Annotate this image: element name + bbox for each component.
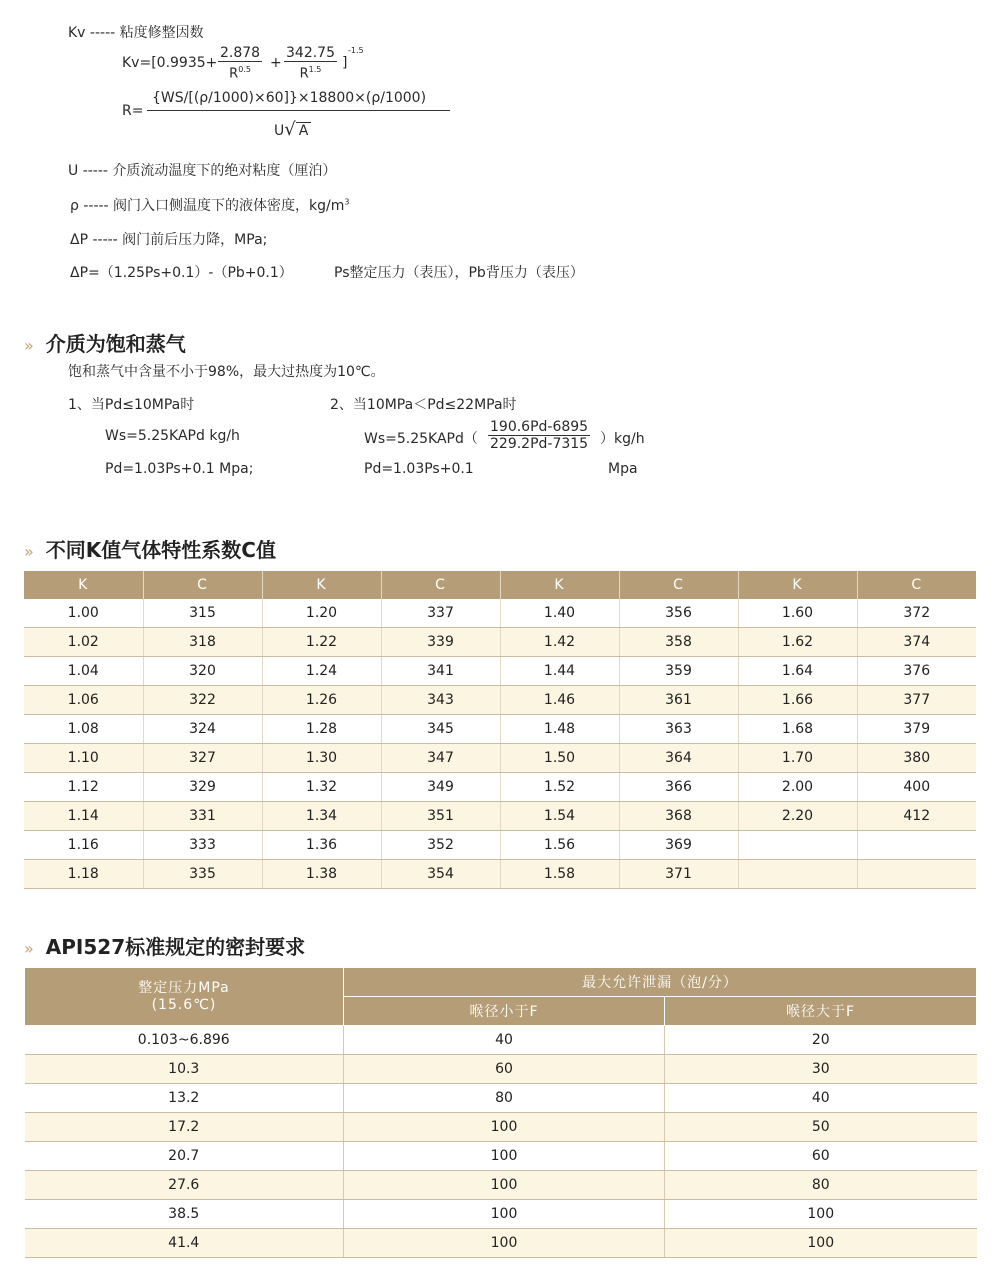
kc-table <box>24 571 976 889</box>
c-value-cell: 347 <box>381 744 500 773</box>
pressure-cell: 17.2 <box>25 1113 344 1142</box>
k-value-cell: 1.40 <box>500 599 619 628</box>
table-row <box>24 860 976 889</box>
c-value-cell: 380 <box>857 744 976 773</box>
c-value-cell: 377 <box>857 686 976 715</box>
kc-header-c: C <box>857 571 976 599</box>
k-value-cell: 1.22 <box>262 628 381 657</box>
table-row <box>24 715 976 744</box>
table-row <box>25 1142 977 1171</box>
k-value-cell: 1.48 <box>500 715 619 744</box>
k-value-cell: 1.06 <box>24 686 143 715</box>
kv-close-bracket: ] <box>342 55 348 71</box>
kc-header-k: K <box>500 571 619 599</box>
k-value-cell: 1.50 <box>500 744 619 773</box>
leak-small-cell: 40 <box>344 1026 665 1055</box>
table-row <box>25 1055 977 1084</box>
steam-note: 饱和蒸气中含量不小于98%，最大过热度为10℃。 <box>68 364 385 380</box>
leak-large-cell: 80 <box>665 1171 977 1200</box>
pressure-cell: 27.6 <box>25 1171 344 1200</box>
table-row <box>25 1200 977 1229</box>
kc-header-k: K <box>738 571 857 599</box>
c-value-cell: 371 <box>619 860 738 889</box>
case2-pd: Pd=1.03Ps+0.1 <box>364 461 474 477</box>
k-value-cell: 1.34 <box>262 802 381 831</box>
leak-large-cell: 60 <box>665 1142 977 1171</box>
c-value-cell: 363 <box>619 715 738 744</box>
table-row <box>24 744 976 773</box>
c-value-cell <box>857 831 976 860</box>
chevron-icon: » <box>24 542 34 561</box>
kv-plus: + <box>270 55 282 71</box>
c-value-cell: 412 <box>857 802 976 831</box>
k-value-cell: 1.64 <box>738 657 857 686</box>
table-row <box>25 1229 977 1258</box>
api-header-throat-small: 喉径小于F <box>344 997 665 1026</box>
table-row <box>25 1113 977 1142</box>
leak-small-cell: 100 <box>344 1142 665 1171</box>
c-value-cell: 349 <box>381 773 500 802</box>
chevron-icon: » <box>24 939 34 958</box>
k-value-cell: 1.04 <box>24 657 143 686</box>
steam-heading: » 介质为饱和蒸气 <box>24 332 186 356</box>
leak-large-cell: 50 <box>665 1113 977 1142</box>
k-value-cell: 1.36 <box>262 831 381 860</box>
api-heading: » API527标准规定的密封要求 <box>24 935 306 959</box>
pressure-cell: 13.2 <box>25 1084 344 1113</box>
table-row <box>24 831 976 860</box>
c-value-cell: 366 <box>619 773 738 802</box>
pressure-cell: 20.7 <box>25 1142 344 1171</box>
c-value-cell: 379 <box>857 715 976 744</box>
leak-small-cell: 100 <box>344 1171 665 1200</box>
k-value-cell: 1.68 <box>738 715 857 744</box>
k-value-cell: 1.00 <box>24 599 143 628</box>
k-value-cell: 2.20 <box>738 802 857 831</box>
kc-header-k: K <box>24 571 143 599</box>
api-table <box>24 967 977 1258</box>
k-value-cell: 1.38 <box>262 860 381 889</box>
k-value-cell <box>738 831 857 860</box>
kv-exponent: -1.5 <box>348 46 364 55</box>
c-value-cell: 400 <box>857 773 976 802</box>
case1-ws: Ws=5.25KAPd kg/h <box>105 428 240 444</box>
case2-denominator: 229.2Pd-7315 <box>490 436 589 452</box>
api-header-row <box>25 968 977 997</box>
kv-fraction-1-denominator: $R^{0.5}$ <box>218 61 262 82</box>
kv-formula-prefix: Kv=[0.9935+ <box>122 55 218 71</box>
leak-large-cell: 100 <box>665 1200 977 1229</box>
case1-title: 1、当Pd≤10MPa时 <box>68 397 195 413</box>
k-value-cell: 1.52 <box>500 773 619 802</box>
kc-header-c: C <box>143 571 262 599</box>
dp-formula: ΔP=（1.25Ps+0.1）-（Pb+0.1） <box>70 265 293 281</box>
api-header-throat-large: 喉径大于F <box>665 997 977 1026</box>
kv-fraction-1 <box>218 45 262 82</box>
rho-definition: ρ ----- 阀门入口侧温度下的液体密度，$kg/m^3$ <box>70 197 350 214</box>
table-row <box>25 1026 977 1055</box>
table-row <box>24 657 976 686</box>
k-value-cell: 1.58 <box>500 860 619 889</box>
leak-large-cell: 20 <box>665 1026 977 1055</box>
leak-large-cell: 40 <box>665 1084 977 1113</box>
k-value-cell: 1.02 <box>24 628 143 657</box>
table-row <box>24 773 976 802</box>
case2-ws-suffix: ）kg/h <box>600 431 645 447</box>
c-value-cell: 359 <box>619 657 738 686</box>
k-value-cell: 1.12 <box>24 773 143 802</box>
c-value-cell: 339 <box>381 628 500 657</box>
k-value-cell: 1.10 <box>24 744 143 773</box>
c-value-cell: 369 <box>619 831 738 860</box>
k-value-cell: 1.46 <box>500 686 619 715</box>
c-value-cell: 324 <box>143 715 262 744</box>
pressure-cell: 38.5 <box>25 1200 344 1229</box>
k-value-cell: 1.32 <box>262 773 381 802</box>
k-value-cell: 1.28 <box>262 715 381 744</box>
c-value-cell <box>857 860 976 889</box>
table-row <box>24 628 976 657</box>
c-value-cell: 329 <box>143 773 262 802</box>
k-value-cell: 1.70 <box>738 744 857 773</box>
leak-small-cell: 60 <box>344 1055 665 1084</box>
c-value-cell: 372 <box>857 599 976 628</box>
kc-header-row <box>24 571 976 599</box>
api-header-leakage: 最大允许泄漏（泡/分） <box>344 968 977 997</box>
k-value-cell: 1.26 <box>262 686 381 715</box>
leak-small-cell: 100 <box>344 1200 665 1229</box>
dp-note: Ps整定压力（表压），Pb背压力（表压） <box>334 265 584 281</box>
c-value-cell: 374 <box>857 628 976 657</box>
c-value-cell: 358 <box>619 628 738 657</box>
k-value-cell: 1.56 <box>500 831 619 860</box>
pressure-cell: 41.4 <box>25 1229 344 1258</box>
u-definition: U ----- 介质流动温度下的绝对粘度（厘泊） <box>68 163 337 179</box>
k-value-cell: 1.18 <box>24 860 143 889</box>
leak-small-cell: 100 <box>344 1229 665 1258</box>
kc-header-c: C <box>619 571 738 599</box>
case2-numerator: 190.6Pd-6895 <box>490 419 589 435</box>
c-value-cell: 356 <box>619 599 738 628</box>
k-value-cell: 1.30 <box>262 744 381 773</box>
table-row <box>24 802 976 831</box>
k-value-cell: 1.54 <box>500 802 619 831</box>
leak-small-cell: 80 <box>344 1084 665 1113</box>
c-value-cell: 327 <box>143 744 262 773</box>
table-row <box>24 686 976 715</box>
k-value-cell: 1.60 <box>738 599 857 628</box>
c-value-cell: 343 <box>381 686 500 715</box>
leak-large-cell: 30 <box>665 1055 977 1084</box>
kc-header-k: K <box>262 571 381 599</box>
pressure-cell: 0.103~6.896 <box>25 1026 344 1055</box>
k-value-cell: 2.00 <box>738 773 857 802</box>
k-value-cell: 1.62 <box>738 628 857 657</box>
c-value-cell: 315 <box>143 599 262 628</box>
r-denominator: U√ A <box>274 119 311 140</box>
c-value-cell: 354 <box>381 860 500 889</box>
case2-title: 2、当10MPa＜Pd≤22MPa时 <box>330 397 517 413</box>
kv-definition: Kv ----- 粘度修整因数 <box>68 25 204 41</box>
kv-fraction-2 <box>284 45 337 82</box>
k-value-cell: 1.08 <box>24 715 143 744</box>
kv-fraction-1-numerator: 2.878 <box>220 45 261 61</box>
kv-fraction-2-numerator: 342.75 <box>286 45 335 61</box>
c-value-cell: 345 <box>381 715 500 744</box>
case2-unit: Mpa <box>608 461 638 477</box>
k-value-cell: 1.14 <box>24 802 143 831</box>
c-value-cell: 368 <box>619 802 738 831</box>
c-value-cell: 331 <box>143 802 262 831</box>
c-value-cell: 364 <box>619 744 738 773</box>
pressure-cell: 10.3 <box>25 1055 344 1084</box>
c-value-cell: 335 <box>143 860 262 889</box>
case2-fraction <box>488 419 590 452</box>
k-value-cell: 1.42 <box>500 628 619 657</box>
leak-small-cell: 100 <box>344 1113 665 1142</box>
k-value-cell: 1.44 <box>500 657 619 686</box>
r-formula-prefix: R= <box>122 103 144 119</box>
k-value-cell <box>738 860 857 889</box>
k-value-cell: 1.16 <box>24 831 143 860</box>
c-value-cell: 352 <box>381 831 500 860</box>
c-value-cell: 322 <box>143 686 262 715</box>
c-value-cell: 341 <box>381 657 500 686</box>
k-value-cell: 1.66 <box>738 686 857 715</box>
kc-header-c: C <box>381 571 500 599</box>
c-value-cell: 333 <box>143 831 262 860</box>
c-value-cell: 351 <box>381 802 500 831</box>
r-fraction-line <box>147 110 450 111</box>
c-value-cell: 361 <box>619 686 738 715</box>
k-value-cell: 1.24 <box>262 657 381 686</box>
kv-fraction-2-denominator: $R^{1.5}$ <box>284 61 337 82</box>
r-numerator: {WS/[(ρ/1000)×60]}×18800×(ρ/1000) <box>152 90 427 106</box>
case2-ws-prefix: Ws=5.25KAPd（ <box>364 431 478 447</box>
api-header-pressure: 整定压力MPa (15.6℃) <box>25 968 344 1026</box>
table-row <box>24 599 976 628</box>
c-value-cell: 320 <box>143 657 262 686</box>
c-value-cell: 318 <box>143 628 262 657</box>
case1-pd: Pd=1.03Ps+0.1 Mpa; <box>105 461 254 477</box>
c-value-cell: 337 <box>381 599 500 628</box>
leak-large-cell: 100 <box>665 1229 977 1258</box>
table-row <box>25 1084 977 1113</box>
dp-definition: ΔP ----- 阀门前后压力降，MPa; <box>70 232 268 248</box>
c-value-cell: 376 <box>857 657 976 686</box>
kc-heading: » 不同K值气体特性系数C值 <box>24 538 276 562</box>
chevron-icon: » <box>24 336 34 355</box>
table-row <box>25 1171 977 1200</box>
k-value-cell: 1.20 <box>262 599 381 628</box>
